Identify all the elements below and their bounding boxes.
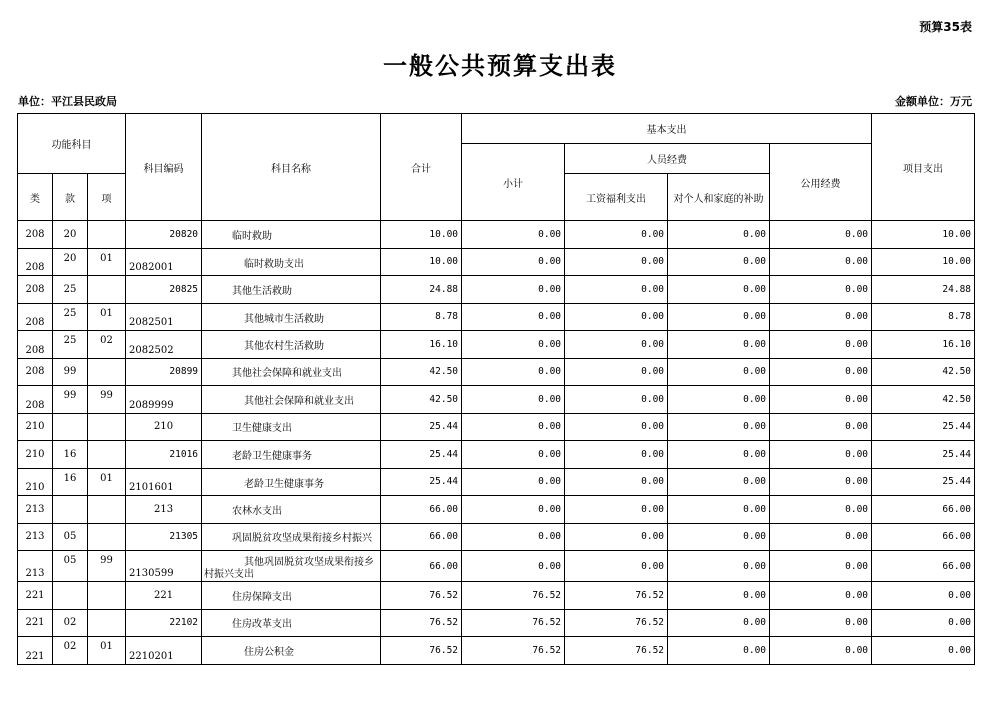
table-row	[18, 358, 975, 386]
cell-subtotal: 0.00	[462, 248, 565, 276]
table-number: 预算35表	[919, 20, 972, 34]
amount-unit-label: 金额单位：万元	[895, 95, 972, 108]
cell-salary: 0.00	[565, 276, 668, 304]
header-lei: 类	[18, 174, 53, 221]
cell-kuan: 99	[53, 358, 88, 386]
cell-name: 其他社会保障和就业支出	[202, 358, 381, 386]
cell-subtotal: 0.00	[462, 523, 565, 551]
cell-xiang	[88, 441, 126, 469]
cell-project: 10.00	[872, 248, 975, 276]
cell-project: 42.50	[872, 358, 975, 386]
cell-lei: 221	[18, 637, 53, 665]
cell-total: 76.52	[381, 609, 462, 637]
cell-code: 2082001	[126, 248, 202, 276]
table-row	[18, 248, 975, 276]
cell-kuan: 25	[53, 331, 88, 359]
cell-kuan: 25	[53, 276, 88, 304]
cell-public: 0.00	[770, 609, 872, 637]
cell-lei: 210	[18, 441, 53, 469]
cell-subtotal: 0.00	[462, 331, 565, 359]
cell-xiang	[88, 221, 126, 249]
cell-public: 0.00	[770, 637, 872, 665]
cell-family-subsidy: 0.00	[668, 496, 770, 524]
cell-public: 0.00	[770, 413, 872, 441]
cell-name: 其他巩固脱贫攻坚成果衔接乡村振兴支出	[202, 551, 381, 582]
cell-salary: 0.00	[565, 331, 668, 359]
cell-lei: 213	[18, 523, 53, 551]
cell-public: 0.00	[770, 331, 872, 359]
cell-public: 0.00	[770, 276, 872, 304]
cell-subtotal: 0.00	[462, 496, 565, 524]
cell-xiang	[88, 413, 126, 441]
cell-lei: 208	[18, 303, 53, 331]
cell-salary: 0.00	[565, 551, 668, 582]
page-title: 一般公共预算支出表	[383, 52, 617, 80]
table-row	[18, 609, 975, 637]
cell-code: 20820	[126, 221, 202, 249]
header-project: 项目支出	[872, 114, 975, 221]
cell-total: 42.50	[381, 386, 462, 414]
table-row	[18, 637, 975, 665]
unit-label: 单位：平江县民政局	[18, 95, 117, 108]
cell-name: 农林水支出	[202, 496, 381, 524]
cell-xiang	[88, 358, 126, 386]
cell-code: 2210201	[126, 637, 202, 665]
cell-project: 10.00	[872, 221, 975, 249]
cell-project: 8.78	[872, 303, 975, 331]
cell-family-subsidy: 0.00	[668, 276, 770, 304]
cell-project: 0.00	[872, 609, 975, 637]
cell-family-subsidy: 0.00	[668, 331, 770, 359]
cell-total: 42.50	[381, 358, 462, 386]
cell-name: 卫生健康支出	[202, 413, 381, 441]
cell-kuan: 16	[53, 441, 88, 469]
table-row	[18, 331, 975, 359]
cell-project: 25.44	[872, 413, 975, 441]
cell-family-subsidy: 0.00	[668, 358, 770, 386]
cell-subtotal: 76.52	[462, 637, 565, 665]
table-row	[18, 523, 975, 551]
cell-kuan: 05	[53, 523, 88, 551]
cell-salary: 76.52	[565, 637, 668, 665]
cell-public: 0.00	[770, 523, 872, 551]
cell-xiang: 99	[88, 386, 126, 414]
cell-xiang: 01	[88, 248, 126, 276]
table-row	[18, 386, 975, 414]
header-family-subsidy: 对个人和家庭的补助	[668, 174, 770, 221]
cell-code: 22102	[126, 609, 202, 637]
cell-subtotal: 0.00	[462, 386, 565, 414]
cell-subtotal: 0.00	[462, 413, 565, 441]
cell-project: 24.88	[872, 276, 975, 304]
cell-xiang	[88, 582, 126, 610]
cell-project: 42.50	[872, 386, 975, 414]
cell-kuan	[53, 496, 88, 524]
cell-total: 66.00	[381, 496, 462, 524]
header-subtotal: 小计	[462, 144, 565, 221]
cell-name: 住房公积金	[202, 637, 381, 665]
cell-lei: 221	[18, 609, 53, 637]
cell-project: 25.44	[872, 468, 975, 496]
header-salary: 工资福利支出	[565, 174, 668, 221]
table-row	[18, 496, 975, 524]
cell-code: 2082501	[126, 303, 202, 331]
cell-code: 221	[126, 582, 202, 610]
cell-family-subsidy: 0.00	[668, 386, 770, 414]
cell-salary: 76.52	[565, 609, 668, 637]
cell-public: 0.00	[770, 358, 872, 386]
cell-family-subsidy: 0.00	[668, 221, 770, 249]
cell-name: 其他农村生活救助	[202, 331, 381, 359]
table-row	[18, 468, 975, 496]
header-basic: 基本支出	[462, 114, 872, 144]
cell-salary: 0.00	[565, 441, 668, 469]
cell-lei: 208	[18, 331, 53, 359]
header-kuan: 款	[53, 174, 88, 221]
table-row	[18, 582, 975, 610]
cell-lei: 221	[18, 582, 53, 610]
cell-kuan: 99	[53, 386, 88, 414]
cell-salary: 0.00	[565, 468, 668, 496]
cell-name: 其他社会保障和就业支出	[202, 386, 381, 414]
cell-total: 10.00	[381, 221, 462, 249]
cell-xiang: 02	[88, 331, 126, 359]
header-xiang: 项	[88, 174, 126, 221]
cell-code: 210	[126, 413, 202, 441]
cell-lei: 208	[18, 221, 53, 249]
cell-total: 76.52	[381, 637, 462, 665]
cell-code: 2082502	[126, 331, 202, 359]
cell-subtotal: 76.52	[462, 582, 565, 610]
cell-kuan: 25	[53, 303, 88, 331]
cell-subtotal: 0.00	[462, 221, 565, 249]
cell-family-subsidy: 0.00	[668, 248, 770, 276]
cell-project: 0.00	[872, 582, 975, 610]
cell-subtotal: 0.00	[462, 551, 565, 582]
cell-kuan: 20	[53, 248, 88, 276]
cell-kuan: 02	[53, 637, 88, 665]
cell-public: 0.00	[770, 303, 872, 331]
cell-family-subsidy: 0.00	[668, 637, 770, 665]
cell-lei: 213	[18, 496, 53, 524]
cell-family-subsidy: 0.00	[668, 303, 770, 331]
cell-salary: 76.52	[565, 582, 668, 610]
cell-code: 21016	[126, 441, 202, 469]
cell-salary: 0.00	[565, 358, 668, 386]
cell-public: 0.00	[770, 468, 872, 496]
cell-public: 0.00	[770, 551, 872, 582]
cell-public: 0.00	[770, 221, 872, 249]
cell-public: 0.00	[770, 386, 872, 414]
cell-project: 16.10	[872, 331, 975, 359]
cell-xiang: 01	[88, 468, 126, 496]
cell-code: 21305	[126, 523, 202, 551]
cell-code: 2101601	[126, 468, 202, 496]
cell-salary: 0.00	[565, 386, 668, 414]
cell-xiang	[88, 276, 126, 304]
cell-xiang: 01	[88, 637, 126, 665]
header-name: 科目名称	[202, 114, 381, 221]
table-body	[18, 221, 975, 665]
budget-table	[17, 113, 975, 665]
cell-total: 66.00	[381, 523, 462, 551]
cell-lei: 208	[18, 248, 53, 276]
cell-xiang	[88, 609, 126, 637]
header-total: 合计	[381, 114, 462, 221]
cell-subtotal: 76.52	[462, 609, 565, 637]
cell-lei: 210	[18, 413, 53, 441]
table-row	[18, 276, 975, 304]
header-func-subject: 功能科目	[18, 114, 126, 174]
cell-project: 66.00	[872, 551, 975, 582]
cell-total: 76.52	[381, 582, 462, 610]
cell-total: 10.00	[381, 248, 462, 276]
cell-lei: 208	[18, 276, 53, 304]
cell-total: 66.00	[381, 551, 462, 582]
cell-family-subsidy: 0.00	[668, 551, 770, 582]
cell-code: 213	[126, 496, 202, 524]
cell-total: 8.78	[381, 303, 462, 331]
table-row	[18, 303, 975, 331]
cell-project: 66.00	[872, 496, 975, 524]
cell-salary: 0.00	[565, 523, 668, 551]
cell-total: 16.10	[381, 331, 462, 359]
cell-project: 25.44	[872, 441, 975, 469]
cell-family-subsidy: 0.00	[668, 523, 770, 551]
table-row	[18, 221, 975, 249]
cell-subtotal: 0.00	[462, 276, 565, 304]
cell-public: 0.00	[770, 248, 872, 276]
cell-salary: 0.00	[565, 303, 668, 331]
table-row	[18, 551, 975, 582]
cell-lei: 213	[18, 551, 53, 582]
header-code: 科目编码	[126, 114, 202, 221]
cell-subtotal: 0.00	[462, 358, 565, 386]
cell-name: 巩固脱贫攻坚成果衔接乡村振兴	[202, 523, 381, 551]
cell-name: 临时救助支出	[202, 248, 381, 276]
cell-public: 0.00	[770, 496, 872, 524]
cell-name: 住房改革支出	[202, 609, 381, 637]
cell-lei: 208	[18, 358, 53, 386]
cell-total: 25.44	[381, 468, 462, 496]
cell-name: 临时救助	[202, 221, 381, 249]
cell-salary: 0.00	[565, 496, 668, 524]
cell-xiang	[88, 496, 126, 524]
table-row	[18, 413, 975, 441]
table-row	[18, 441, 975, 469]
cell-name: 老龄卫生健康事务	[202, 468, 381, 496]
cell-subtotal: 0.00	[462, 441, 565, 469]
cell-xiang: 99	[88, 551, 126, 582]
cell-xiang	[88, 523, 126, 551]
cell-project: 0.00	[872, 637, 975, 665]
cell-subtotal: 0.00	[462, 468, 565, 496]
cell-code: 20825	[126, 276, 202, 304]
cell-lei: 210	[18, 468, 53, 496]
cell-name: 老龄卫生健康事务	[202, 441, 381, 469]
cell-code: 20899	[126, 358, 202, 386]
cell-kuan: 16	[53, 468, 88, 496]
cell-xiang: 01	[88, 303, 126, 331]
cell-total: 24.88	[381, 276, 462, 304]
cell-kuan	[53, 582, 88, 610]
cell-code: 2089999	[126, 386, 202, 414]
cell-salary: 0.00	[565, 413, 668, 441]
cell-family-subsidy: 0.00	[668, 609, 770, 637]
cell-kuan: 20	[53, 221, 88, 249]
header-public: 公用经费	[770, 144, 872, 221]
cell-salary: 0.00	[565, 221, 668, 249]
table-header	[18, 114, 975, 221]
cell-name: 住房保障支出	[202, 582, 381, 610]
cell-family-subsidy: 0.00	[668, 441, 770, 469]
cell-name: 其他生活救助	[202, 276, 381, 304]
cell-family-subsidy: 0.00	[668, 582, 770, 610]
cell-kuan	[53, 413, 88, 441]
cell-salary: 0.00	[565, 248, 668, 276]
cell-public: 0.00	[770, 441, 872, 469]
cell-public: 0.00	[770, 582, 872, 610]
header-personnel: 人员经费	[565, 144, 770, 174]
cell-code: 2130599	[126, 551, 202, 582]
cell-total: 25.44	[381, 413, 462, 441]
cell-family-subsidy: 0.00	[668, 413, 770, 441]
cell-family-subsidy: 0.00	[668, 468, 770, 496]
cell-total: 25.44	[381, 441, 462, 469]
cell-lei: 208	[18, 386, 53, 414]
cell-subtotal: 0.00	[462, 303, 565, 331]
cell-kuan: 05	[53, 551, 88, 582]
cell-project: 66.00	[872, 523, 975, 551]
cell-name: 其他城市生活救助	[202, 303, 381, 331]
cell-kuan: 02	[53, 609, 88, 637]
